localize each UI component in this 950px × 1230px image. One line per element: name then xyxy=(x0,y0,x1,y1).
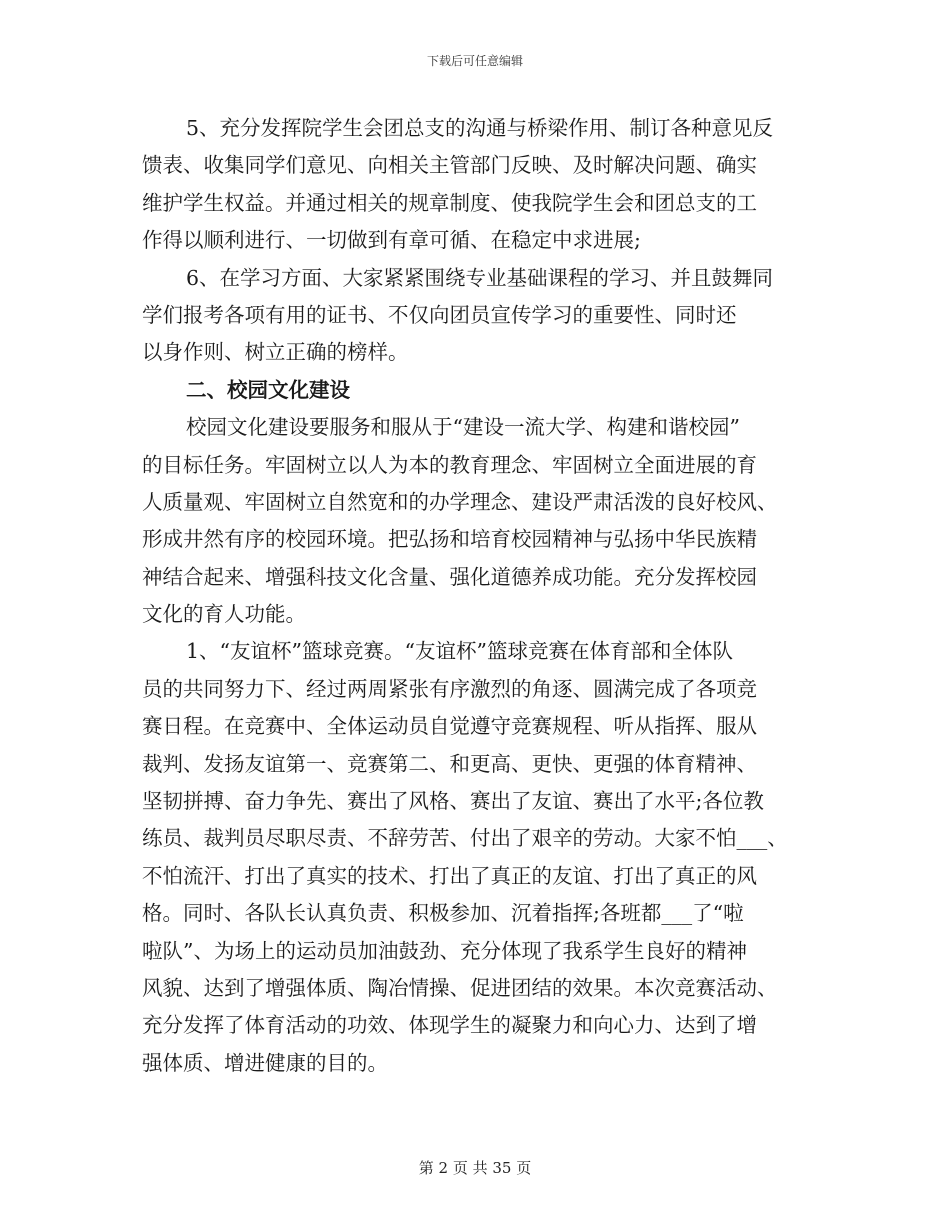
basketball-paragraph-line-6: 练员、裁判员尽职尽责、不辞劳苦、付出了艰辛的劳动。大家不怕___、 xyxy=(142,826,788,851)
paragraph-5-line-3: 维护学生权益。并通过相关的规章制度、使我院学生会和团总支的工 xyxy=(142,190,757,215)
culture-paragraph-line-3: 人质量观、牢固树立自然宽和的办学理念、建设严肃活泼的良好校风、 xyxy=(142,489,778,514)
basketball-paragraph-line-2: 员的共同努力下、经过两周紧张有序激烈的角逐、圆满完成了各项竞 xyxy=(142,676,757,701)
culture-paragraph-line-1: 校园文化建设要服务和服从于“建设一流大学、构建和谐校园” xyxy=(186,415,740,440)
basketball-paragraph-line-12: 强体质、增进健康的目的。 xyxy=(142,1050,388,1075)
paragraph-5-line-2: 馈表、收集同学们意见、向相关主管部门反映、及时解决问题、确实 xyxy=(142,153,757,178)
basketball-paragraph-line-10: 风貌、达到了增强体质、陶冶情操、促进团结的效果。本次竞赛活动、 xyxy=(142,975,778,1000)
basketball-paragraph-line-9: 啦队”、为场上的运动员加油鼓劲、充分体现了我系学生良好的精神 xyxy=(142,938,747,963)
basketball-paragraph-line-8: 格。同时、各队长认真负责、积极参加、沉着指挥;各班都___了“啦 xyxy=(142,901,744,926)
paragraph-6-line-1: 6、在学习方面、大家紧紧围绕专业基础课程的学习、并且鼓舞同 xyxy=(186,265,774,290)
culture-paragraph-line-6: 文化的育人功能。 xyxy=(142,602,306,627)
culture-paragraph-line-2: 的目标任务。牢固树立以人为本的教育理念、牢固树立全面进展的育 xyxy=(142,452,757,477)
culture-paragraph-line-5: 神结合起来、增强科技文化含量、强化道德养成功能。充分发挥校园 xyxy=(142,564,757,589)
page-header-note: 下载后可任意编辑 xyxy=(426,54,523,68)
basketball-paragraph-line-7: 不怕流汗、打出了真实的技术、打出了真正的友谊、打出了真正的风 xyxy=(142,863,757,888)
paragraph-5-line-4: 作得以顺利进行、一切做到有章可循、在稳定中求进展; xyxy=(142,228,641,253)
culture-paragraph-line-4: 形成井然有序的校园环境。把弘扬和培育校园精神与弘扬中华民族精 xyxy=(142,527,757,552)
basketball-paragraph-line-4: 裁判、发扬友谊第一、竞赛第二、和更高、更快、更强的体育精神、 xyxy=(142,751,757,776)
basketball-paragraph-line-11: 充分发挥了体育活动的功效、体现学生的凝聚力和向心力、达到了增 xyxy=(142,1013,757,1038)
basketball-paragraph-line-5: 坚韧拼搏、奋力争先、赛出了风格、赛出了友谊、赛出了水平;各位教 xyxy=(142,789,764,814)
page-number-footer: 第 2 页 共 35 页 xyxy=(418,1159,532,1177)
section-heading: 二、校园文化建设 xyxy=(186,377,350,402)
basketball-paragraph-line-1: 1、“友谊杯”篮球竞赛。“友谊杯”篮球竞赛在体育部和全体队 xyxy=(186,639,733,664)
document-body xyxy=(142,110,822,1082)
paragraph-6-line-3: 以身作则、树立正确的榜样。 xyxy=(142,340,409,365)
paragraph-6-line-2: 学们报考各项有用的证书、不仅向团员宣传学习的重要性、同时还 xyxy=(142,302,737,327)
basketball-paragraph-line-3: 赛日程。在竞赛中、全体运动员自觉遵守竞赛规程、听从指挥、服从 xyxy=(142,714,757,739)
paragraph-5-line-1: 5、充分发挥院学生会团总支的沟通与桥梁作用、制订各种意见反 xyxy=(186,116,774,140)
